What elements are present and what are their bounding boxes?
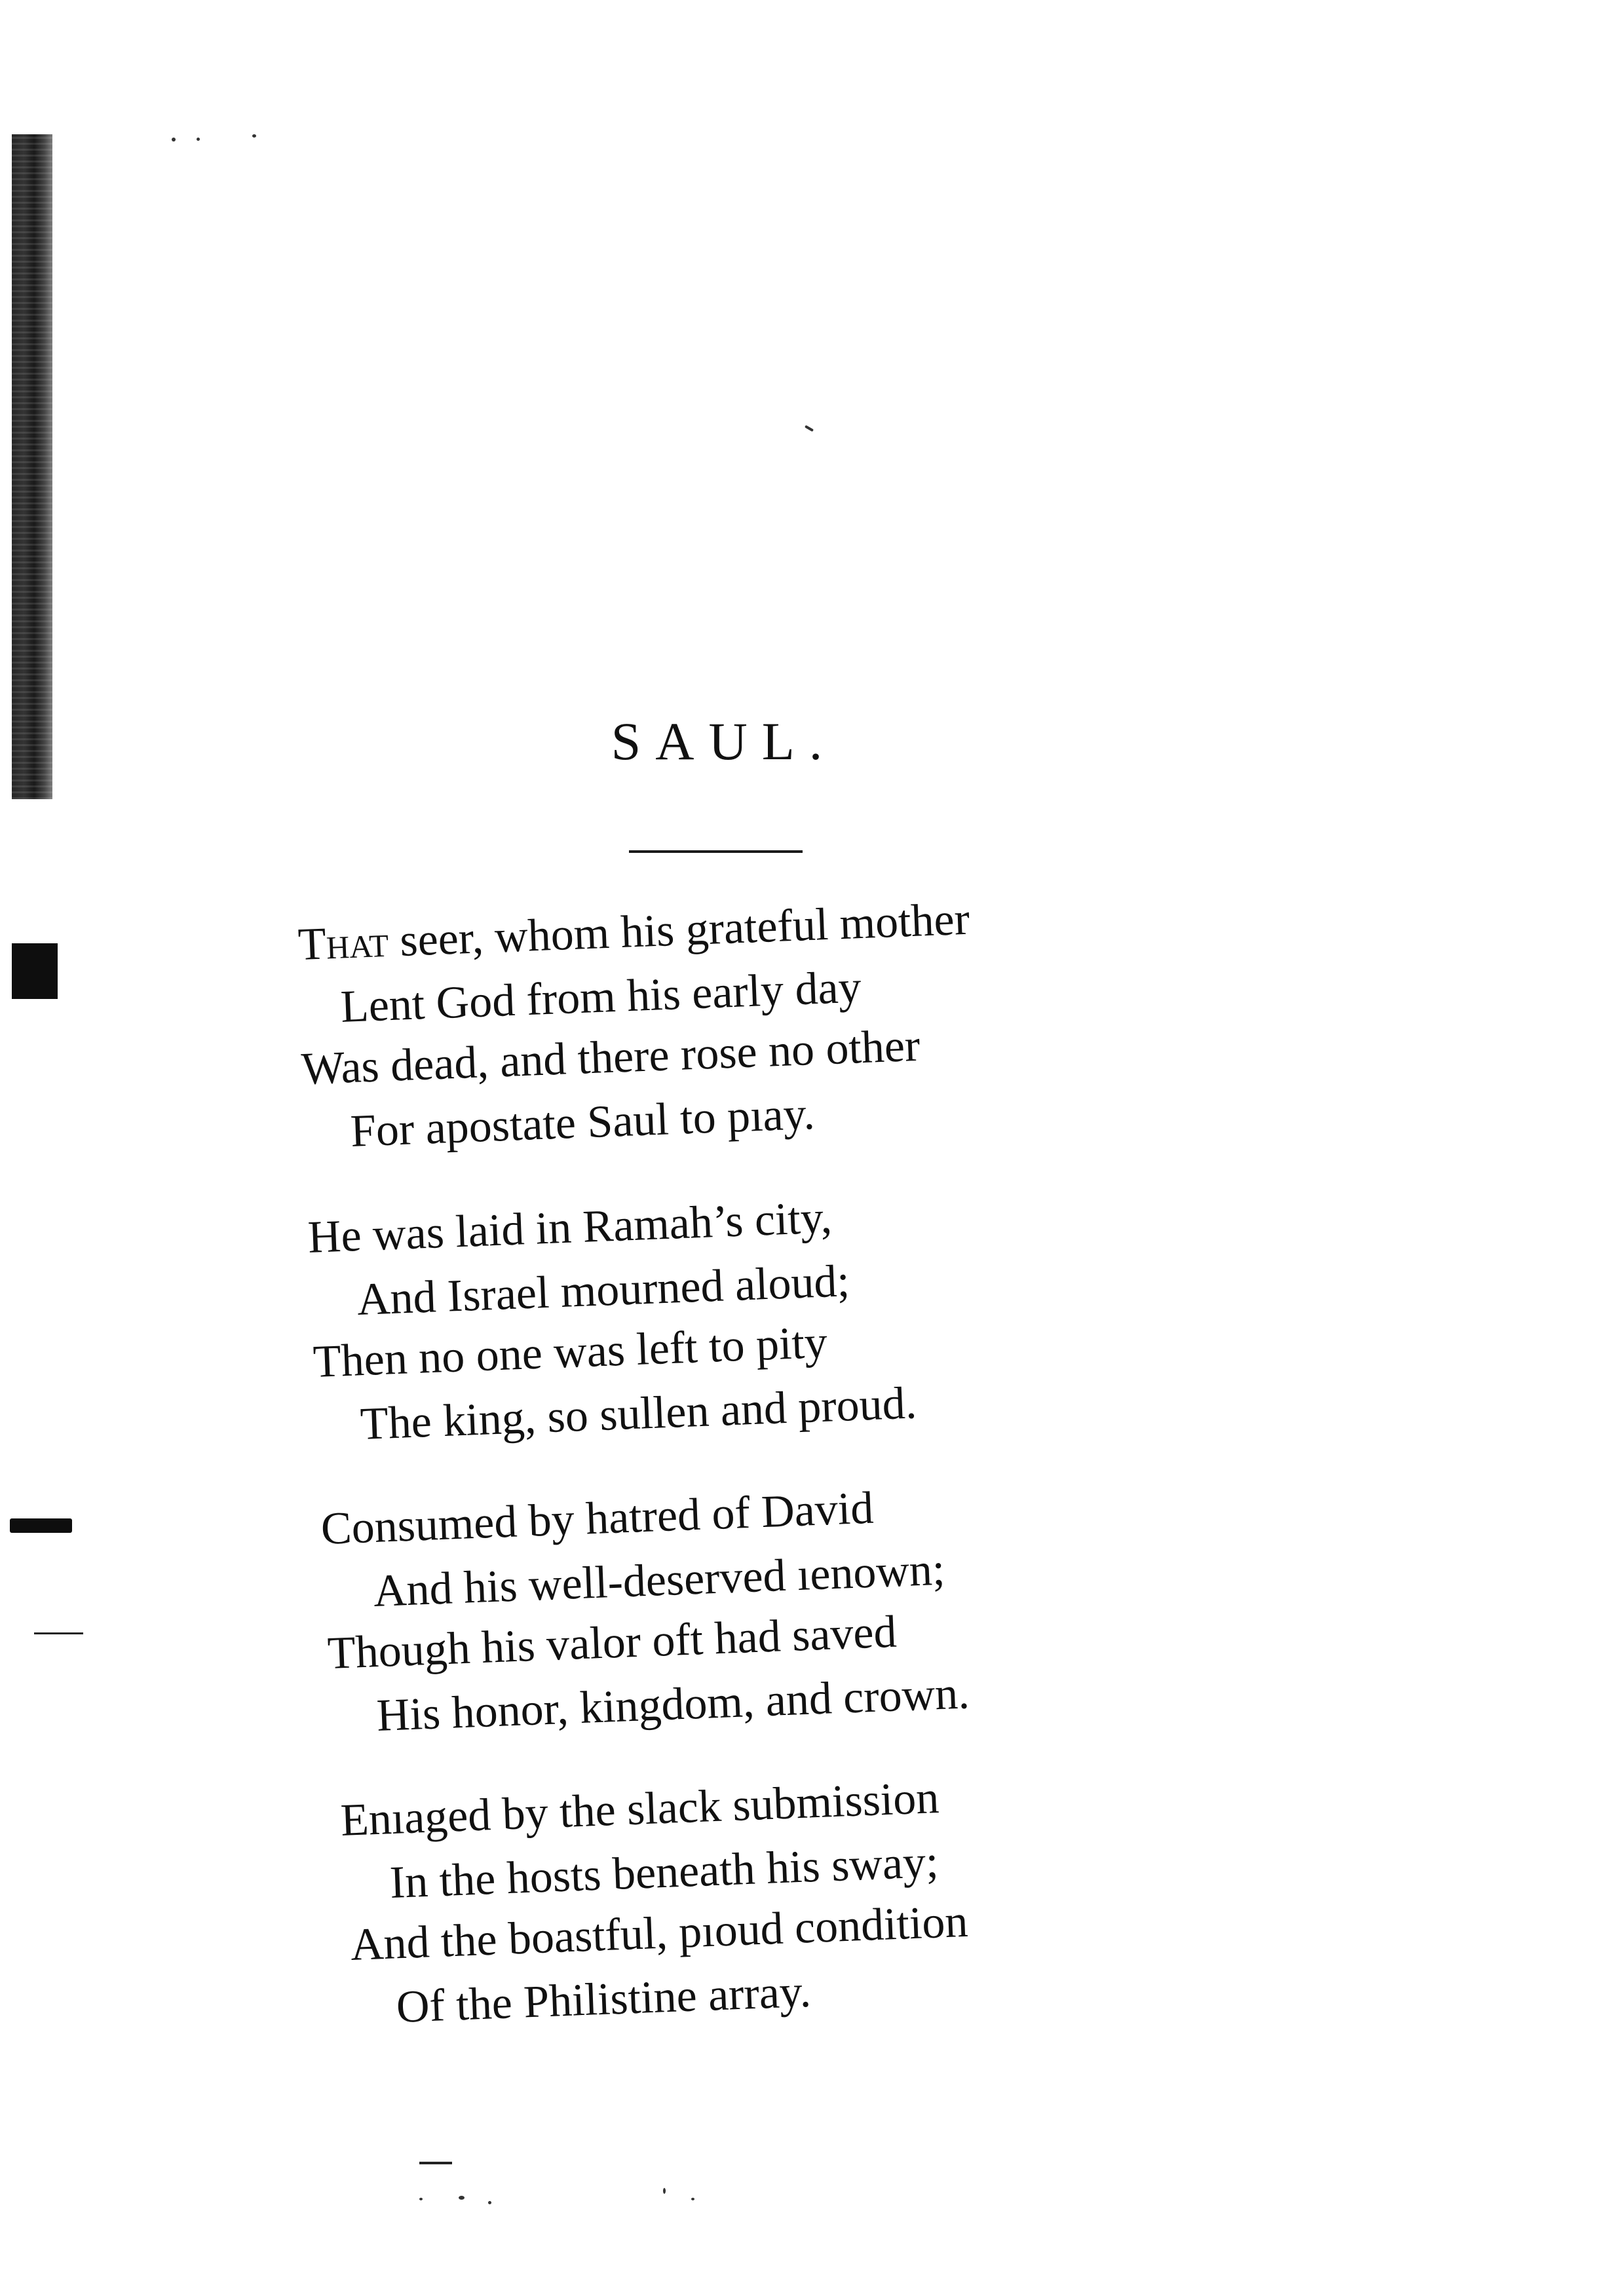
poem-line: Enıaged by the slack submission bbox=[339, 1772, 940, 1846]
poem-line: For apostate Saul to pıay. bbox=[349, 1088, 816, 1157]
footer-mark bbox=[419, 2162, 452, 2164]
poem-line: And Israel mourned aloud; bbox=[356, 1256, 851, 1325]
poem-line bbox=[297, 894, 971, 970]
poem-line: The king, so sullen and proud. bbox=[359, 1378, 918, 1450]
poem-line: His honor, kingdom, and crown. bbox=[375, 1668, 970, 1741]
poem-line: And his well-deserved ıenown; bbox=[372, 1544, 946, 1617]
poem-line: In the hosts beneath his sway; bbox=[389, 1836, 940, 1908]
poem-line: Consumed by hatred of David bbox=[320, 1482, 875, 1554]
poem-line: Lent God from his early day bbox=[339, 962, 862, 1032]
poem-line: Of the Philistine array. bbox=[395, 1966, 812, 2033]
small-caps-first-word: That bbox=[297, 916, 390, 970]
poem-line: Then no one was left to pity bbox=[312, 1317, 829, 1387]
poem-title: SAUL. bbox=[611, 711, 837, 771]
poem-line: Was dead, and there rose no other bbox=[300, 1020, 921, 1095]
poem-line: He was laid in Ramah’s city, bbox=[307, 1192, 833, 1263]
poem-line: Though his valor oft had saved bbox=[326, 1606, 898, 1679]
poem-line: And the boastful, pıoud condition bbox=[349, 1896, 969, 1970]
poem-line-text: seer, whom his grateful mother bbox=[387, 894, 971, 967]
